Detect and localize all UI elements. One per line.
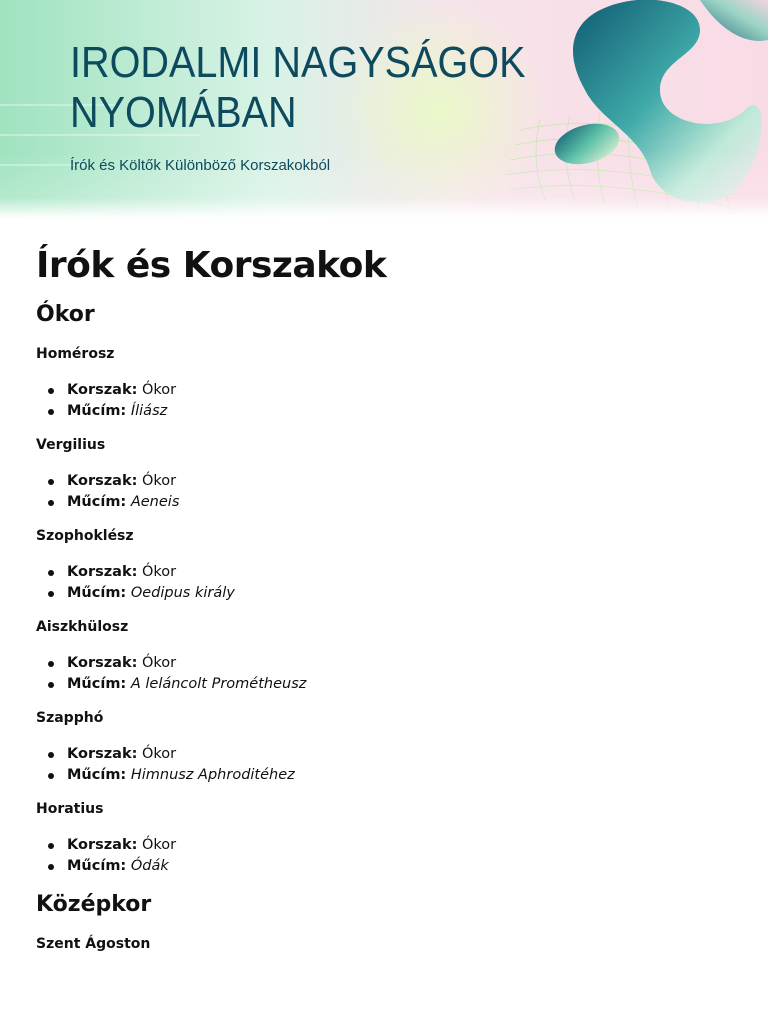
author-name: Szapphó bbox=[36, 710, 104, 726]
bullet-icon bbox=[48, 773, 54, 779]
main-content bbox=[36, 240, 736, 970]
author-name: Aiszkhülosz bbox=[36, 619, 129, 635]
list-item bbox=[36, 562, 736, 583]
era-value: Ókor bbox=[142, 382, 177, 398]
list-item bbox=[36, 856, 736, 877]
era-value: Ókor bbox=[142, 473, 177, 489]
page-heading: Írók és Korszakok bbox=[36, 245, 387, 286]
author-name: Homérosz bbox=[36, 346, 115, 362]
era-label: Korszak: bbox=[67, 837, 138, 853]
author-name: Szent Ágoston bbox=[36, 936, 151, 952]
bullet-icon bbox=[48, 864, 54, 870]
bullet-icon bbox=[48, 682, 54, 688]
list-item bbox=[36, 492, 736, 513]
list-item bbox=[36, 835, 736, 856]
author-entry bbox=[36, 799, 736, 876]
era-label: Korszak: bbox=[67, 746, 138, 762]
bullet-icon bbox=[48, 500, 54, 506]
list-item bbox=[36, 674, 736, 695]
author-entry bbox=[36, 708, 736, 785]
era-label: Korszak: bbox=[67, 564, 138, 580]
work-label: Műcím: bbox=[67, 493, 127, 510]
author-entry bbox=[36, 934, 736, 954]
list-item bbox=[36, 744, 736, 765]
section-title: Középkor bbox=[36, 892, 152, 917]
author-facts bbox=[36, 471, 736, 512]
author-name: Horatius bbox=[36, 801, 104, 817]
bullet-icon bbox=[48, 388, 54, 394]
header-banner bbox=[0, 0, 768, 218]
work-value: Aeneis bbox=[130, 493, 180, 510]
author-entry bbox=[36, 344, 736, 421]
bullet-icon bbox=[48, 479, 54, 485]
author-facts bbox=[36, 744, 736, 785]
list-item bbox=[36, 653, 736, 674]
list-item bbox=[36, 765, 736, 786]
document-title bbox=[70, 38, 576, 138]
work-label: Műcím: bbox=[67, 766, 127, 783]
bullet-icon bbox=[48, 409, 54, 415]
work-value: Himnusz Aphroditéhez bbox=[130, 766, 295, 783]
work-value: A leláncolt Prométheusz bbox=[130, 675, 307, 692]
work-label: Műcím: bbox=[67, 402, 127, 419]
list-item bbox=[36, 401, 736, 422]
author-facts bbox=[36, 835, 736, 876]
author-entry bbox=[36, 526, 736, 603]
work-label: Műcím: bbox=[67, 857, 127, 874]
work-value: Ódák bbox=[130, 857, 169, 874]
section-okor bbox=[36, 300, 736, 876]
era-label: Korszak: bbox=[67, 473, 138, 489]
era-value: Ókor bbox=[142, 564, 177, 580]
bullet-icon bbox=[48, 570, 54, 576]
era-value: Ókor bbox=[142, 746, 177, 762]
work-value: Íliász bbox=[130, 402, 168, 419]
era-label: Korszak: bbox=[67, 382, 138, 398]
title-line-2: NYOMÁBAN bbox=[70, 88, 297, 137]
author-name: Szophoklész bbox=[36, 528, 134, 544]
author-entry bbox=[36, 435, 736, 512]
work-label: Műcím: bbox=[67, 675, 127, 692]
title-line-1: IRODALMI NAGYSÁGOK bbox=[70, 38, 526, 87]
era-label: Korszak: bbox=[67, 655, 138, 671]
era-value: Ókor bbox=[142, 655, 177, 671]
work-value: Oedipus király bbox=[130, 584, 235, 601]
work-label: Műcím: bbox=[67, 584, 127, 601]
section-kozepkor bbox=[36, 890, 736, 954]
author-facts bbox=[36, 380, 736, 421]
era-value: Ókor bbox=[142, 837, 177, 853]
bullet-icon bbox=[48, 752, 54, 758]
section-title: Ókor bbox=[36, 302, 95, 327]
list-item bbox=[36, 380, 736, 401]
list-item bbox=[36, 471, 736, 492]
bullet-icon bbox=[48, 843, 54, 849]
bullet-icon bbox=[48, 591, 54, 597]
author-name: Vergilius bbox=[36, 437, 106, 453]
author-entry bbox=[36, 617, 736, 694]
bullet-icon bbox=[48, 661, 54, 667]
list-item bbox=[36, 583, 736, 604]
author-facts bbox=[36, 653, 736, 694]
document-subtitle: Írók és Költők Különböző Korszakokból bbox=[70, 157, 331, 174]
author-facts bbox=[36, 562, 736, 603]
